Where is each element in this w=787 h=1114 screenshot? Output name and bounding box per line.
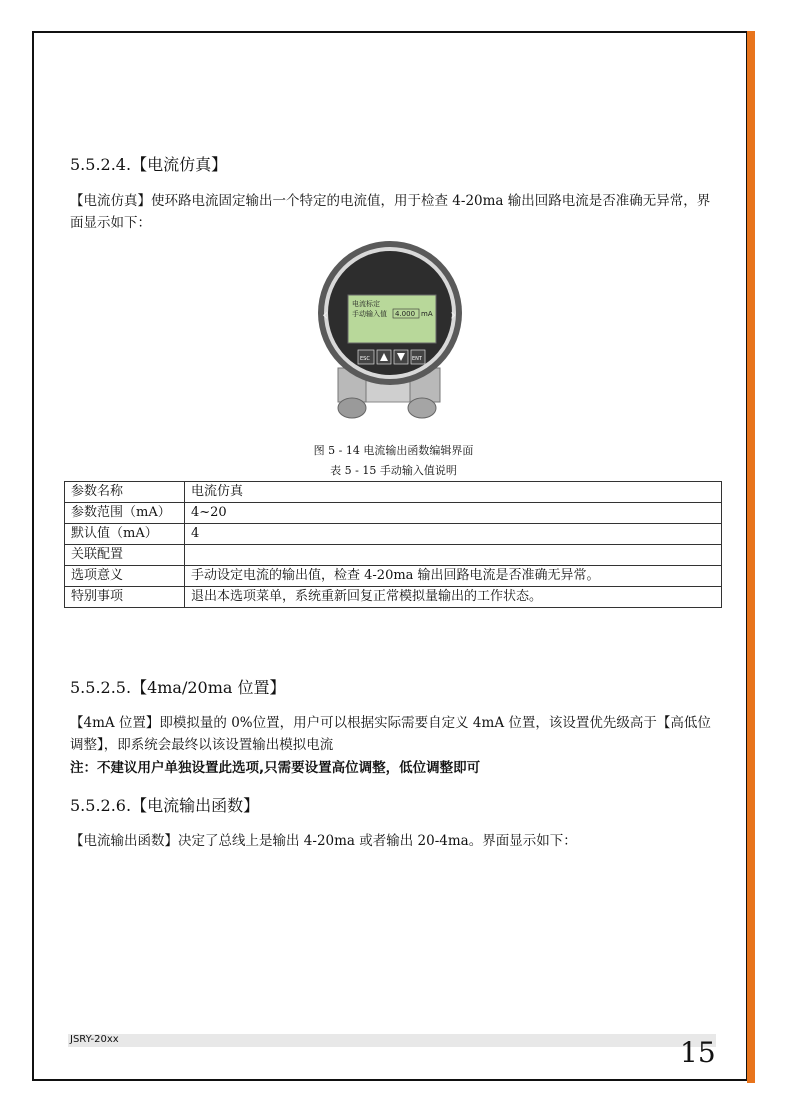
section-heading-5-5-2-6: 5.5.2.6.【电流输出函数】 xyxy=(70,796,260,815)
table-row xyxy=(65,482,722,503)
table-row xyxy=(65,524,722,545)
table-key: 参数范围（mA） xyxy=(65,503,185,524)
table-row xyxy=(65,566,722,587)
figure-caption: 图 5 - 14 电流输出函数编辑界面 xyxy=(313,444,474,457)
table-value: 电流仿真 xyxy=(185,482,722,503)
accent-bar xyxy=(747,31,755,1083)
lcd-value: 4.000 xyxy=(395,310,416,318)
lcd-label: 手动输入值 xyxy=(352,310,387,318)
table-row xyxy=(65,503,722,524)
table-row xyxy=(65,587,722,608)
table-value: 4 xyxy=(185,524,722,545)
table-key: 特别事项 xyxy=(65,587,185,608)
table-key: 选项意义 xyxy=(65,566,185,587)
lcd-unit: mA xyxy=(421,310,433,318)
section-heading-5-5-2-4: 5.5.2.4.【电流仿真】 xyxy=(70,155,228,174)
section-paragraph-5-5-2-6: 【电流输出函数】决定了总线上是输出 4-20ma 或者输出 20-4ma。界面显示如下： xyxy=(70,833,577,849)
section-paragraph-5-5-2-4: 【电流仿真】使环路电流固定输出一个特定的电流值，用于检查 4-20ma 输出回路电流是否准确无异常，界面显示如下： xyxy=(70,193,711,231)
esc-label: ESC xyxy=(360,356,370,362)
parameter-table xyxy=(64,481,722,608)
device-figure xyxy=(310,238,470,432)
warning-note: 注：不建议用户单独设置此选项,只需要设置高位调整，低位调整即可 xyxy=(70,760,481,776)
table-key: 默认值（mA） xyxy=(65,524,185,545)
section-paragraph-5-5-2-5: 【4mA 位置】即模拟量的 0%位置，用户可以根据实际需要自定义 4mA 位置，该设置优先级高于【高低位调整】，即系统会最终以该设置输出模拟电流 xyxy=(70,715,711,753)
page-number: 15 xyxy=(680,1036,716,1069)
svg-text:›: › xyxy=(450,305,457,324)
table-caption: 表 5 - 15 手动输入值说明 xyxy=(330,464,457,477)
svg-text:‹: ‹ xyxy=(322,305,329,324)
footer-bar xyxy=(68,1034,716,1047)
table-row xyxy=(65,545,722,566)
table-key: 参数名称 xyxy=(65,482,185,503)
ent-label: ENT xyxy=(412,356,422,362)
footer-doc-id: JSRY-20xx xyxy=(70,1034,119,1045)
table-value: 手动设定电流的输出值，检查 4-20ma 输出回路电流是否准确无异常。 xyxy=(185,566,722,587)
table-key: 关联配置 xyxy=(65,545,185,566)
lcd-title: 电流标定 xyxy=(352,300,380,308)
table-value: 退出本选项菜单，系统重新回复正常模拟量输出的工作状态。 xyxy=(185,587,722,608)
table-value xyxy=(185,545,722,566)
section-heading-5-5-2-5: 5.5.2.5.【4ma/20ma 位置】 xyxy=(70,678,286,697)
table-value: 4~20 xyxy=(185,503,722,524)
